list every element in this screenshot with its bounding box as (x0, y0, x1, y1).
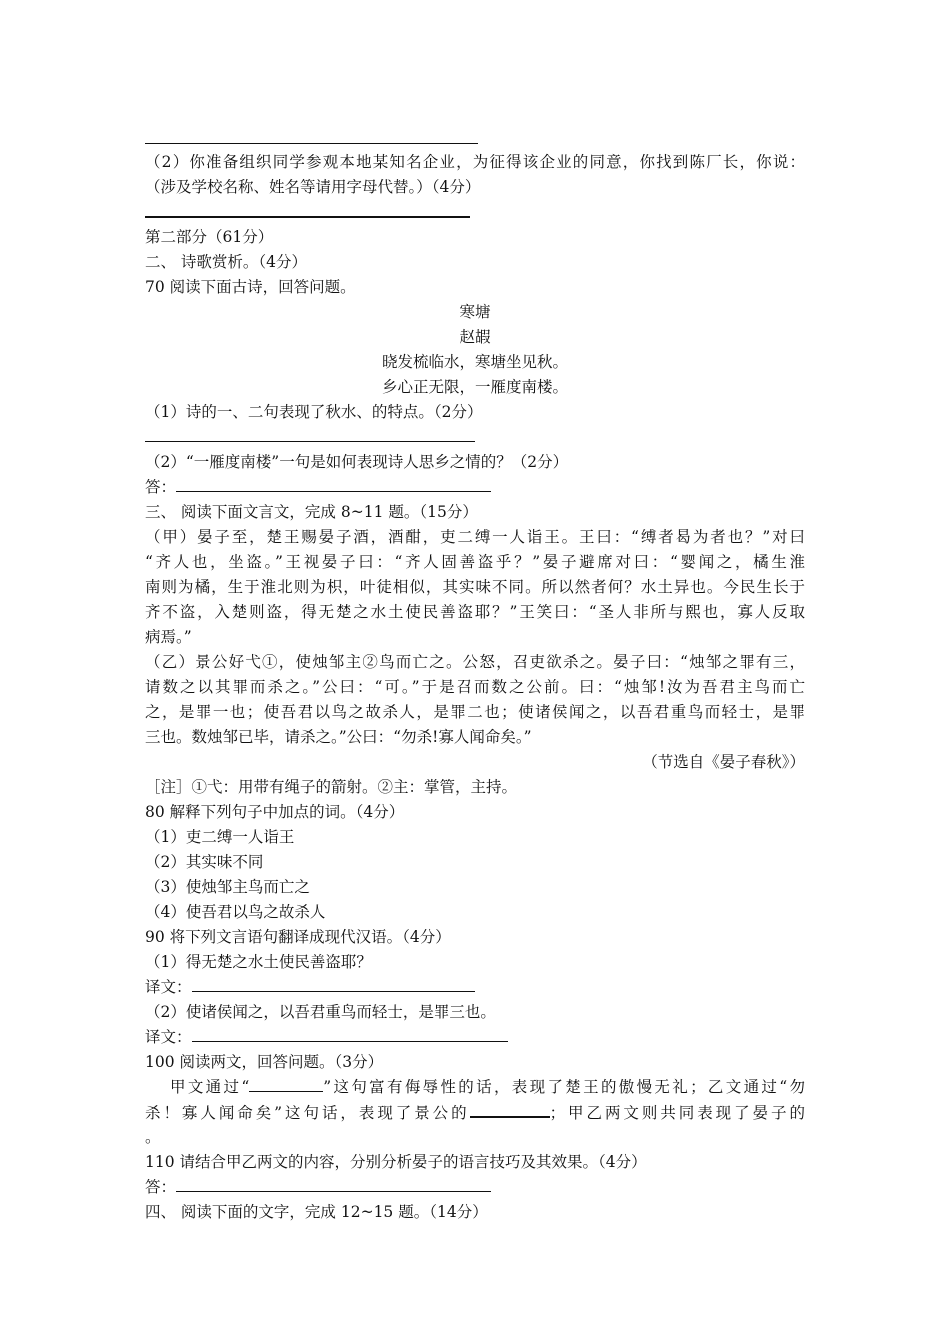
passage-source: （节选自《晏子春秋》） (642, 753, 805, 771)
q8-item: （2）其实味不同 (145, 853, 264, 871)
section2-title: 二、 诗歌赏析。（4分） (145, 253, 308, 271)
passage-b-line: 请数之以其罪而杀之。”公曰：“可。”于是召而数之公前。曰：“烛邹!汝为吾君主鸟而亡 (145, 678, 805, 696)
passage-a-line: （甲）晏子至，楚王赐晏子酒，酒酣，吏二缚一人诣王。王曰：“缚者曷为者也？”对曰 (145, 528, 805, 546)
passage-a-line: 南则为橘，生于淮北则为枳，叶徒相似，其实味不同。所以然者何？水土异也。今民生长于 (145, 578, 805, 596)
poem-title: 寒塘 (459, 303, 491, 321)
answer-blank-q7-2[interactable] (176, 477, 491, 492)
q7-1: （1）诗的一、二句表现了秋水、的特点。（2分） (145, 403, 483, 421)
q2-line-2: （涉及学校名称、姓名等请用字母代替。）（4分） (145, 178, 481, 196)
q11-title: 110 请结合甲乙两文的内容，分别分析晏子的语言技巧及其效果。（4分） (145, 1153, 647, 1171)
q9-1-translation (145, 977, 475, 997)
answer-line-q7-1[interactable] (145, 441, 475, 442)
answer-line-q2[interactable] (145, 216, 470, 218)
q10-text: 杀！寡人闻命矣”这句话，表现了景公的 (145, 1104, 470, 1122)
q2-line-1: （2）你准备组织同学参观本地某知名企业，为征得该企业的同意，你找到陈厂长，你说： (145, 153, 805, 171)
q10-paragraph-line-1 (170, 1077, 805, 1097)
passage-a-line: 齐不盗，入楚则盗，得无楚之水土使民善盗耶？”王笑曰：“圣人非所与熙也，寡人反取 (145, 603, 805, 621)
q10-blank-2[interactable] (470, 1102, 550, 1118)
q8-item: （4）使吾君以鸟之故杀人 (145, 903, 326, 921)
passage-b-last-line: 三也。数烛邹已毕，请杀之。”公曰：“勿杀!寡人闻命矣。” (145, 728, 532, 746)
translation-label: 译文： (145, 1028, 192, 1046)
q11-answer (145, 1177, 491, 1197)
q8-title: 80 解释下列句子中加点的词。（4分） (145, 803, 405, 821)
poem-line-2: 乡心正无限，一雁度南楼。 (381, 378, 568, 396)
q9-2: （2）使诸侯闻之，以吾君重鸟而轻士，是罪三也。 (145, 1003, 496, 1021)
q10-text: ”这句富有侮辱性的话，表现了楚王的傲慢无礼；乙文通过“勿 (323, 1078, 805, 1096)
q10-paragraph-line-3: 。 (145, 1128, 161, 1146)
answer-blank-q11[interactable] (176, 1177, 491, 1192)
answer-line-q1[interactable] (145, 143, 478, 144)
translation-blank-q9-1[interactable] (192, 977, 475, 992)
q10-title: 100 阅读两文，回答问题。（3分） (145, 1053, 384, 1071)
q10-paragraph-line-2 (145, 1102, 805, 1123)
q9-title: 90 将下列文言语句翻译成现代汉语。（4分） (145, 928, 451, 946)
q7-title: 70 阅读下面古诗，回答问题。 (145, 278, 356, 296)
poem-author: 赵嘏 (459, 328, 491, 346)
q8-item: （1）吏二缚一人诣王 (145, 828, 295, 846)
section4-title: 四、 阅读下面的文字，完成 12~15 题。（14分） (145, 1203, 488, 1221)
answer-label: 答： (145, 478, 177, 496)
footnote: ［注］①弋：用带有绳子的箭射。②主：掌管，主持。 (145, 778, 518, 796)
section3-title: 三、 阅读下面文言文，完成 8~11 题。（15分） (145, 503, 478, 521)
passage-b-line: （乙）景公好弋①，使烛邹主②鸟而亡之。公怒，召吏欲杀之。晏子曰：“烛邹之罪有三， (145, 653, 805, 671)
q7-2: （2）“一雁度南楼”一句是如何表现诗人思乡之情的？（2分） (145, 453, 569, 471)
passage-b-line: 之，是罪一也；使吾君以鸟之故杀人，是罪二也；使诸侯闻之，以吾君重鸟而轻士，是罪 (145, 703, 805, 721)
translation-label: 译文： (145, 978, 192, 996)
passage-a-line: “齐人也，坐盗。”王视晏子曰：“齐人固善盗乎？”晏子避席对曰：“婴闻之，橘生淮 (145, 553, 805, 571)
q7-2-answer (145, 477, 491, 497)
q9-1: （1）得无楚之水土使民善盗耶？ (145, 953, 372, 971)
poem-line-1: 晓发梳临水，寒塘坐见秋。 (381, 353, 568, 371)
q10-text: ；甲乙两文则共同表现了晏子的 (549, 1104, 805, 1122)
q9-2-translation (145, 1027, 508, 1047)
q8-item: （3）使烛邹主鸟而亡之 (145, 878, 310, 896)
q10-text: 甲文通过“ (170, 1078, 250, 1096)
part2-title: 第二部分（61分） (145, 228, 274, 246)
translation-blank-q9-2[interactable] (192, 1027, 508, 1042)
answer-label: 答： (145, 1178, 177, 1196)
q10-blank-1[interactable] (249, 1077, 323, 1092)
passage-a-last-line: 病焉。” (145, 628, 192, 646)
